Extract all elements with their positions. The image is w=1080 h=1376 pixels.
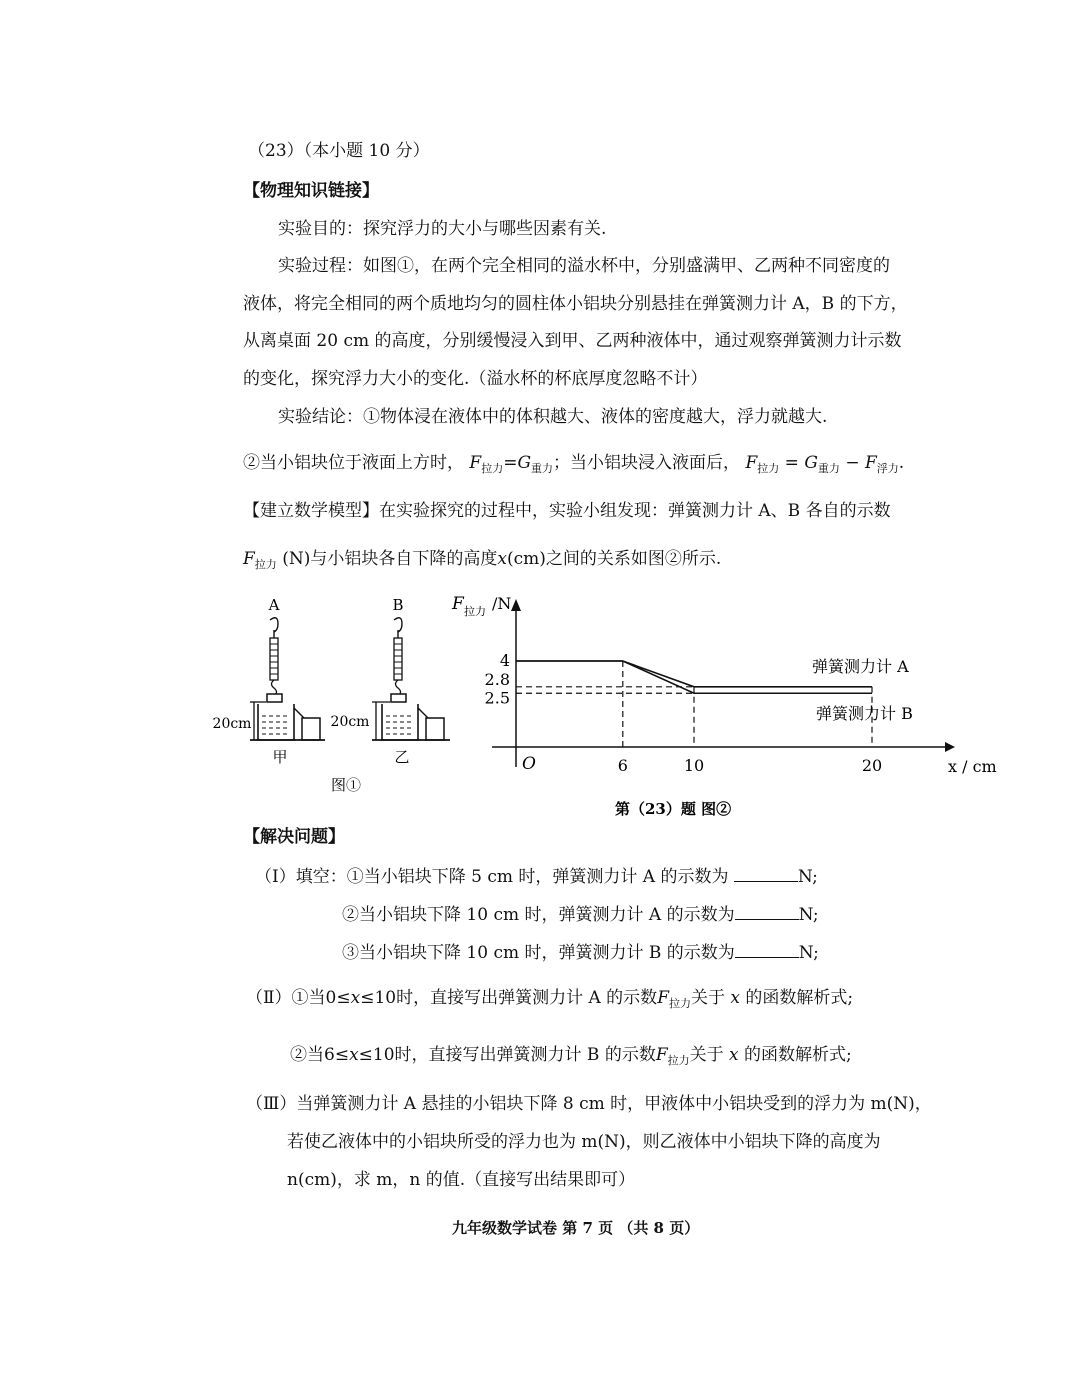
liquid-label-jia: 甲: [272, 748, 288, 766]
math-model-line1: 【建立数学模型】在实验探究的过程中，实验小组发现：弹簧测力计 A、B 各自的示数: [243, 501, 891, 521]
spring-scale-label-a: A: [268, 596, 280, 614]
experiment-process-line4: 的变化，探究浮力大小的变化.（溢水杯的杯底厚度忽略不计）: [243, 369, 708, 389]
question-1-item-3: ③当小铝块下降 10 cm 时，弹簧测力计 B 的示数为 N;: [342, 943, 819, 963]
page-footer: 九年级数学试卷 第 7 页 （共 8 页）: [452, 1219, 700, 1237]
liquid-label-yi: 乙: [394, 748, 410, 766]
question-2-item-2: ②当6≤x≤10时，直接写出弹簧测力计 B 的示数$F_{拉力}$关于 x 的函数解析式;: [290, 1045, 852, 1067]
formula-f-buoyancy: $F_{浮力}$: [864, 453, 899, 475]
question-2-item-1: （Ⅱ）①当0≤x≤10时，直接写出弹簧测力计 A 的示数$F_{拉力}$关于 x 的函数解析式;: [246, 988, 854, 1010]
answer-blank-1[interactable]: [734, 867, 798, 882]
aluminum-block-b: [391, 694, 406, 702]
experiment-conclusion-line1: 实验结论：①物体浸在液体中的体积越大、液体的密度越大，浮力就越大.: [278, 407, 828, 427]
answer-blank-3[interactable]: [735, 943, 799, 958]
y-tick-label: 2.8: [484, 669, 510, 689]
y-axis-arrow-icon: [511, 599, 521, 611]
figure-1-apparatus: [200, 590, 460, 805]
hook-icon: [270, 618, 278, 632]
y-tick-label: 4: [499, 651, 510, 670]
x-axis-label: x / cm: [948, 757, 997, 776]
question-1-item-2: ②当小铝块下降 10 cm 时，弹簧测力计 A 的示数为 N;: [342, 905, 819, 925]
y-axis-label: F: [452, 594, 464, 614]
figure-1-caption: 图①: [330, 776, 362, 794]
aluminum-block-a: [267, 694, 282, 702]
experiment-process-line3: 从离桌面 20 cm 的高度，分别缓慢浸入到甲、乙两种液体中，通过观察弹簧测力计示数: [243, 331, 902, 351]
conclusion-2-text-a: ②当小铝块位于液面上方时，: [243, 453, 464, 473]
height-label-b: 20cm: [330, 714, 370, 730]
x-tick-label: 10: [683, 756, 705, 775]
formula-f-pull-2: $F_{拉力}$: [745, 453, 780, 475]
hook-icon: [394, 618, 402, 632]
x-tick-label: 20: [861, 756, 883, 775]
experiment-purpose: 实验目的：探究浮力的大小与哪些因素有关.: [278, 219, 607, 239]
x-axis-arrow-icon: [945, 742, 955, 752]
question-3-line1: （Ⅲ）当弹簧测力计 A 悬挂的小铝块下降 8 cm 时，甲液体中小铝块受到的浮力为 m(N)，: [246, 1094, 932, 1114]
question-1-item-1: （Ⅰ）填空：①当小铝块下降 5 cm 时，弹簧测力计 A 的示数为 N;: [255, 867, 818, 887]
x-tick-label: 6: [617, 756, 628, 775]
legend-series-b: 弹簧测力计 B: [816, 704, 913, 723]
origin-label: O: [522, 754, 536, 774]
figure-2-caption: 第（23）题 图②: [615, 800, 732, 818]
section-solve-heading: 【解决问题】: [243, 827, 345, 847]
answer-blank-2[interactable]: [735, 905, 799, 920]
figure-2-chart: [440, 585, 997, 820]
formula-g-weight: $G_{重力}$: [517, 453, 554, 475]
experiment-process-line2: 液体，将完全相同的两个质地均匀的圆柱体小铝块分别悬挂在弹簧测力计 A，B 的下方，: [243, 294, 908, 314]
spring-scale-label-b: B: [392, 596, 404, 614]
question-header: （23）（本小题 10 分）: [248, 141, 430, 161]
experiment-conclusion-line2: ②当小铝块位于液面上方时， $F_{拉力}=G_{重力}$；当小铝块浸入液面后， $F_{拉力} = G_{重力} - F_{浮力}$.: [243, 453, 905, 475]
question-3-line2: 若使乙液体中的小铝块所受的浮力也为 m(N)，则乙液体中小铝块下降的高度为: [287, 1132, 881, 1152]
legend-series-a: 弹簧测力计 A: [812, 657, 909, 676]
y-axis-label-sub: 拉力: [464, 605, 486, 618]
height-label-a: 20cm: [212, 716, 252, 732]
y-axis-unit: /N: [492, 594, 512, 613]
math-model-line2: $F_{拉力}$ (N)与小铝块各自下降的高度x(cm)之间的关系如图②所示.: [243, 549, 722, 571]
question-3-line3: n(cm)，求 m，n 的值.（直接写出结果即可）: [287, 1170, 636, 1190]
y-tick-label: 2.5: [484, 688, 510, 708]
formula-f-pull: $F_{拉力}$: [469, 453, 504, 475]
section-physics-heading: 【物理知识链接】: [243, 181, 379, 201]
experiment-process-line1: 实验过程：如图①，在两个完全相同的溢水杯中，分别盛满甲、乙两种不同密度的: [278, 256, 890, 276]
